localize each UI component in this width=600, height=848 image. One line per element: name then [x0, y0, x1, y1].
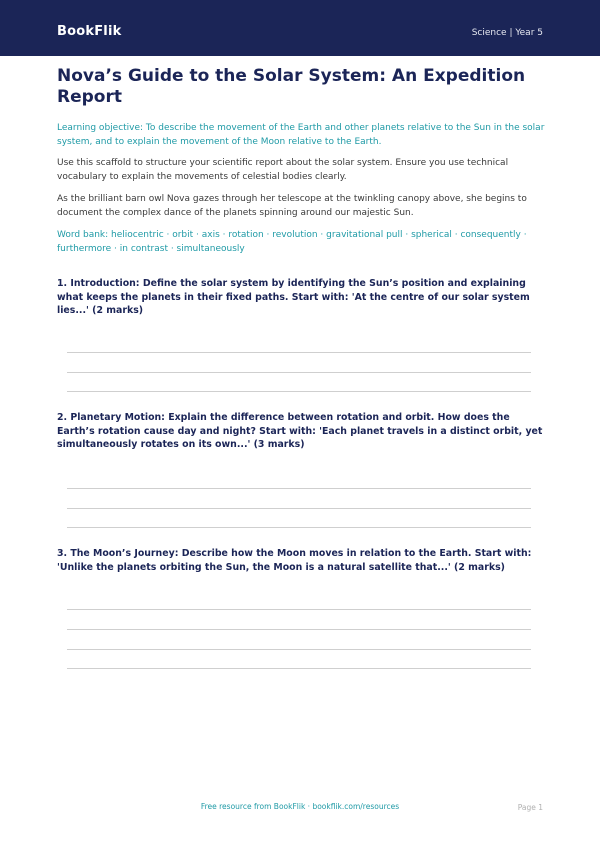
- word-bank: Word bank: heliocentric · orbit · axis · rotation · revolution · gravitational pull · spherical · consequently · furthermore · in contrast · simultaneously: [57, 230, 527, 254]
- question-prompt: 2. Planetary Motion: Explain the difference between rotation and orbit. How does the Earth’s rotation cause day and night? Start with: 'Each planet travels in a distinct orbit, yet simultaneously rotates on its own...' (3 marks): [57, 412, 543, 451]
- footer-link[interactable]: Free resource from BookFlik · bookflik.com/resources: [200, 802, 400, 811]
- answer-line[interactable]: [67, 668, 531, 669]
- intro-paragraph: As the brilliant barn owl Nova gazes through her telescope at the twinkling canopy above, she begins to document the complex dance of the planets spinning around our majestic Sun.: [57, 194, 527, 218]
- intro-paragraph: Use this scaffold to structure your scientific report about the solar system. Ensure you use technical vocabulary to explain the movements of celestial bodies clearly.: [57, 158, 509, 182]
- brand-logo[interactable]: BookFlik: [57, 24, 122, 39]
- answer-line[interactable]: [67, 508, 531, 509]
- answer-line[interactable]: [67, 649, 531, 650]
- question-prompt: 1. Introduction: Define the solar system by identifying the Sun’s position and explaining what keeps the planets in their fixed paths. Start with: 'At the centre of our solar system lies...' (2 marks): [57, 278, 530, 317]
- answer-line[interactable]: [67, 391, 531, 392]
- learning-objective: Learning objective: To describe the movement of the Earth and other planets relative to the Sun in the solar system, and to explain the movement of the Moon relative to the Earth.: [57, 123, 545, 147]
- page-number: Page 1: [517, 803, 543, 812]
- answer-line[interactable]: [67, 629, 531, 630]
- answer-line[interactable]: [67, 372, 531, 373]
- answer-line[interactable]: [67, 352, 531, 353]
- answer-line[interactable]: [67, 527, 531, 528]
- answer-line[interactable]: [67, 488, 531, 489]
- page-title: Nova’s Guide to the Solar System: An Expedition Report: [57, 66, 526, 107]
- answer-line[interactable]: [67, 609, 531, 610]
- question-prompt: 3. The Moon’s Journey: Describe how the Moon moves in relation to the Earth. Start with: 'Unlike the planets orbiting the Sun, the Moon is a natural satellite that...' (2 marks): [57, 548, 532, 573]
- subject-year-label: Science | Year 5: [471, 28, 543, 38]
- page-header: [0, 0, 600, 56]
